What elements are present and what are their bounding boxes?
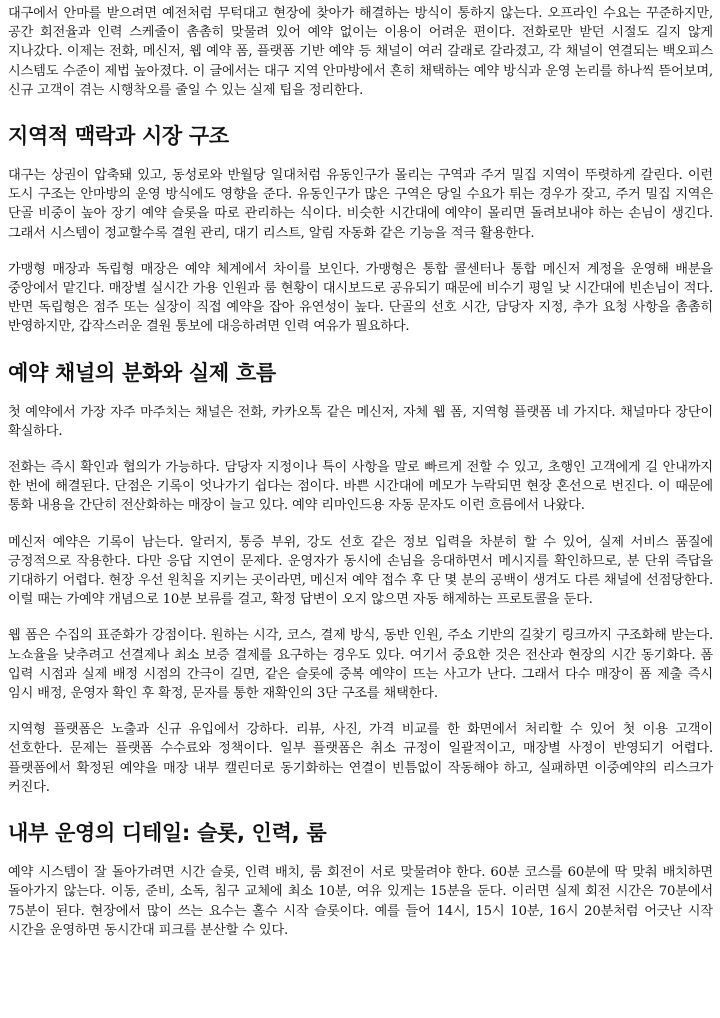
- section-heading-operations: 내부 운영의 디테일: 슬롯, 인력, 룸: [8, 821, 327, 846]
- paragraph: 가맹형 매장과 독립형 매장은 예약 체계에서 차이를 보인다. 가맹형은 통합 콜센터나 통합 메신저 계정을 운영해 배분을 중앙에서 맡긴다. 매장별 실시간 가용 인원과 룸 현황이 대시보드로 공유되기 때문에 비수기 평일 낮 시간대에 빈손님이 적다. 반면 독립형은 점주 또는 실장이 직접 예약을 잡아 유연성이 높다. 단골의 선호 시간, 담당자 지정, 추가 요청 사항을 촘촘히 반영하지만, 갑작스러운 결원 통보에 대응하려면 인력 여유가 필요하다.: [8, 261, 713, 335]
- section-heading-market: 지역적 맥락과 시장 구조: [8, 124, 229, 149]
- paragraph: 지역형 플랫폼은 노출과 신규 유입에서 강하다. 리뷰, 사진, 가격 비교를 한 화면에서 처리할 수 있어 첫 이용 고객이 선호한다. 문제는 플랫폼 수수료와 정책이다. 일부 플랫폼은 취소 규정이 일괄적이고, 매장별 사정이 반영되기 어렵다. 플랫폼에서 확정된 예약을 매장 내부 캘린더로 동기화하는 연결이 빈틈없이 작동해야 하고, 실패하면 이중예약의 리스크가 커진다.: [8, 722, 713, 795]
- paragraph: 웹 폼은 수집의 표준화가 강점이다. 원하는 시각, 코스, 결제 방식, 동반 인원, 주소 기반의 길찾기 링크까지 구조화해 받는다. 노쇼율을 낮추려고 선결제나 최소 보증 결제를 요구하는 경우도 있다. 여기서 중요한 것은 전산과 현장의 시간 동기화다. 폼 입력 시점과 실제 배정 시점의 간극이 길면, 같은 슬롯에 중복 예약이 뜨는 사고가 난다. 그래서 다수 매장이 폼 제출 즉시 임시 배정, 운영자 확인 후 확정, 문자를 통한 재확인의 3단 구조를 채택한다.: [8, 628, 713, 702]
- paragraph: 전화는 즉시 확인과 협의가 가능하다. 담당자 지정이나 특이 사항을 말로 빠르게 전할 수 있고, 초행인 고객에게 길 안내까지 한 번에 해결된다. 단점은 기록이 엇나가기 쉽다는 점이다. 바쁜 시간대에 메모가 누락되면 현장 혼선으로 번진다. 이 때문에 통화 내용을 간단히 전산화하는 매장이 늘고 있다. 예약 리마인드용 자동 문자도 이런 흐름에서 나왔다.: [8, 460, 713, 514]
- paragraph: 메신저 예약은 기록이 남는다. 알러지, 통증 부위, 강도 선호 같은 정보 입력을 차분히 할 수 있어, 실제 서비스 품질에 긍정적으로 작용한다. 다만 응답 지연이 문제다. 운영자가 동시에 손님을 응대하면서 메시지를 확인하므로, 분 단위 즉답을 기대하기 어렵다. 현장 우선 원칙을 지키는 곳이라면, 메신저 예약 접수 후 단 몇 분의 공백이 생겨도 다른 채널에 선점당한다. 이럴 때는 가예약 개념으로 10분 보류를 걸고, 확정 답변이 오지 않으면 자동 해제하는 프로토콜을 둔다.: [8, 534, 713, 608]
- paragraph: 첫 예약에서 가장 자주 마주치는 채널은 전화, 카카오톡 같은 메신저, 자체 웹 폼, 지역형 플랫폼 네 가지다. 채널마다 장단이 확실하다.: [8, 404, 713, 439]
- section-heading-channels: 예약 채널의 분화와 실제 흐름: [8, 360, 276, 385]
- paragraph: 대구는 상권이 압축돼 있고, 동성로와 반월당 일대처럼 유동인구가 몰리는 구역과 주거 밀집 지역이 뚜렷하게 갈린다. 이런 도시 구조는 안마방의 운영 방식에도 영향을 준다. 유동인구가 많은 구역은 당일 수요가 튀는 경우가 잦고, 주거 밀집 지역은 단골 비중이 높아 장기 예약 슬롯을 따로 관리하는 식이다. 비슷한 시간대에 예약이 몰리면 돌려보내야 하는 손님이 생긴다. 그래서 시스템이 정교할수록 결원 관리, 대기 리스트, 알림 자동화 같은 기능을 적극 활용한다.: [8, 168, 713, 241]
- paragraph: 예약 시스템이 잘 돌아가려면 시간 슬롯, 인력 배치, 룸 회전이 서로 맞물려야 한다. 60분 코스를 60분에 딱 맞춰 배치하면 돌아가지 않는다. 이동, 준비, 소독, 침구 교체에 최소 10분, 여유 있게는 15분을 둔다. 이러면 실제 회전 시간은 70분에서 75분이 된다. 현장에서 많이 쓰는 요수는 홀수 시작 슬롯이다. 예를 들어 14시, 15시 10분, 16시 20분처럼 어긋난 시작 시간을 운영하면 동시간대 피크를 분산할 수 있다.: [8, 865, 713, 938]
- intro-paragraph: 대구에서 안마를 받으려면 예전처럼 무턱대고 현장에 찾아가 해결하는 방식이 통하지 않는다. 오프라인 수요는 꾸준하지만, 공간 회전율과 인력 스케줄이 촘촘히 맞물려 있어 예약 없이는 이용이 어려운 편이다. 전화로만 받던 시절도 길지 않게 지나갔다. 이제는 전화, 메신저, 웹 예약 폼, 플랫폼 기반 예약 등 채널이 여러 갈래로 갈라졌고, 각 채널이 연결되는 백오피스 시스템도 수준이 제법 높아졌다. 이 글에서는 대구 지역 안마방에서 흔히 채택하는 예약 방식과 운영 논리를 하나씩 뜯어보며, 신규 고객이 겪는 시행착오를 줄일 수 있는 실제 팁을 정리한다.: [8, 6, 713, 98]
